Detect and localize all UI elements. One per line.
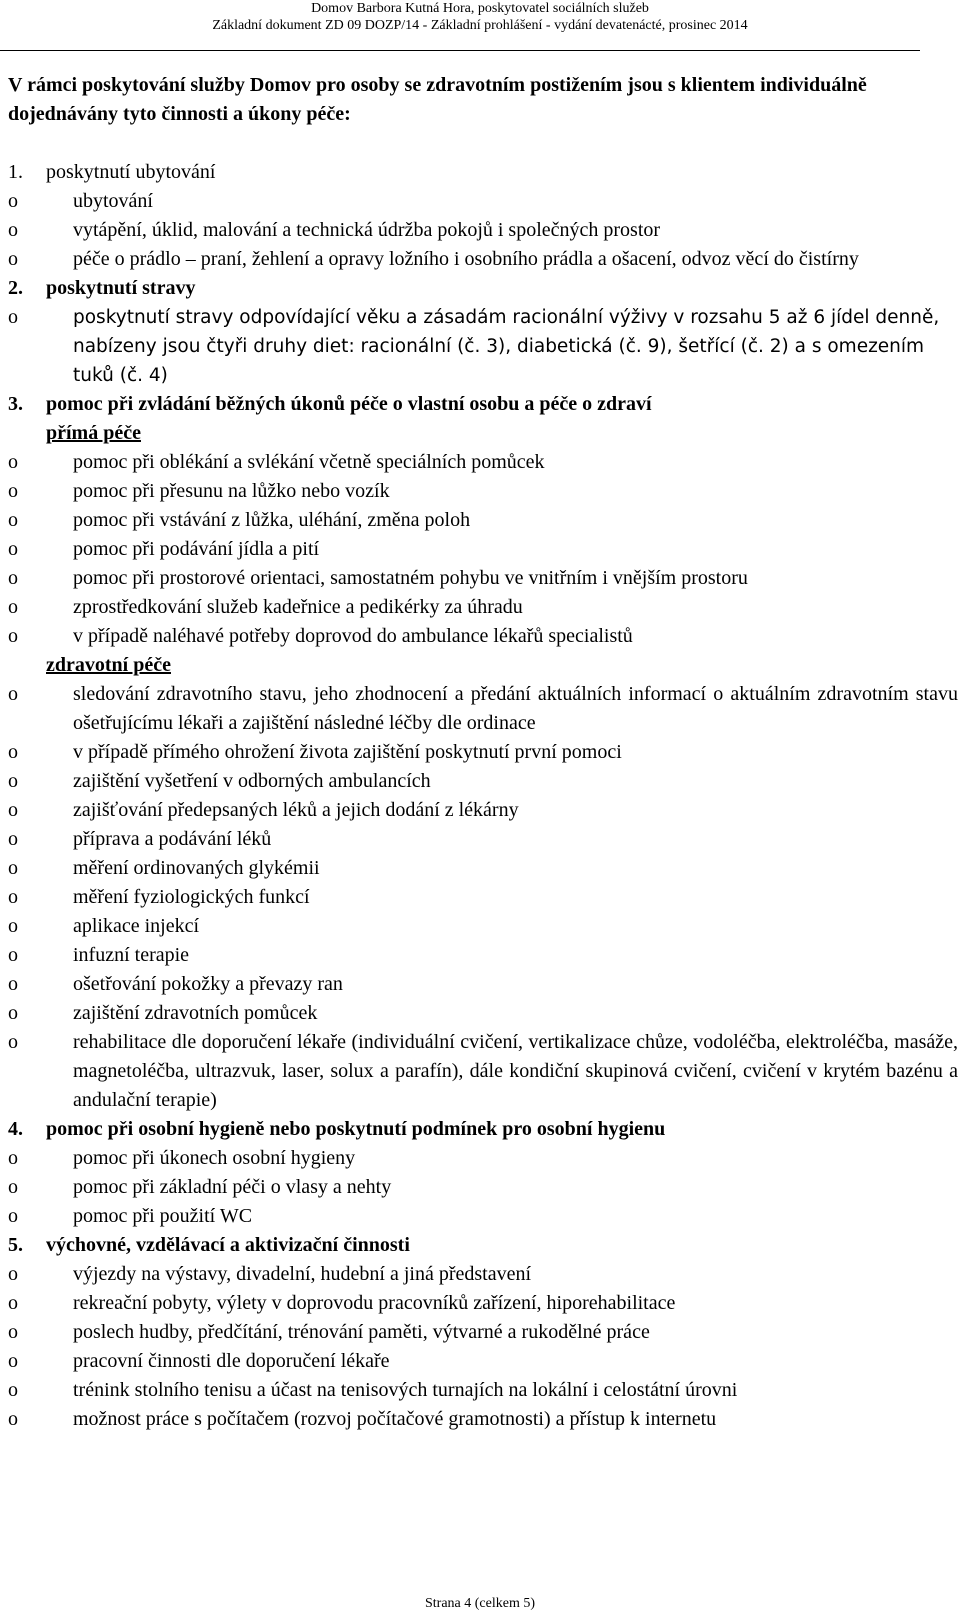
list-item-text: zajištění vyšetření v odborných ambulancích xyxy=(73,770,431,792)
list-item xyxy=(8,1376,958,1405)
list-item-text: pomoc při úkonech osobní hygieny xyxy=(73,1147,356,1169)
page-footer: Strana 4 (celkem 5) xyxy=(424,1596,535,1611)
list-item xyxy=(8,883,958,912)
bullet-marker: o xyxy=(8,1379,18,1401)
header-line-1: Domov Barbora Kutná Hora, poskytovatel sociálních služeb xyxy=(311,1,649,16)
subsection-title: zdravotní péče xyxy=(46,654,171,676)
list-item xyxy=(8,1173,958,1202)
bullet-marker: o xyxy=(8,1002,18,1024)
list-item xyxy=(8,796,958,825)
section-heading xyxy=(8,274,958,303)
list-item xyxy=(8,622,958,651)
list-item xyxy=(8,1028,958,1115)
bullet-marker: o xyxy=(8,828,18,850)
bullet-marker: o xyxy=(8,538,18,560)
section-heading xyxy=(8,158,958,187)
section-title: poskytnutí ubytování xyxy=(46,161,216,183)
list-item xyxy=(8,564,958,593)
bullet-marker: o xyxy=(8,799,18,821)
section-number: 2. xyxy=(8,277,23,299)
bullet-marker: o xyxy=(8,509,18,531)
section-heading xyxy=(8,1231,958,1260)
list-item-text: příprava a podávání léků xyxy=(73,828,272,850)
list-item-text: pracovní činnosti dle doporučení lékaře xyxy=(73,1350,390,1372)
list-item-text: pomoc při prostorové orientaci, samostatném pohybu ve vnitřním i vnějším prostoru xyxy=(73,567,748,589)
bullet-marker: o xyxy=(8,1031,18,1053)
section-4 xyxy=(8,1115,958,1231)
list-item-text: aplikace injekcí xyxy=(73,915,200,937)
bullet-marker: o xyxy=(8,306,18,328)
list-item-text: zprostředkování služeb kadeřnice a pedikérky za úhradu xyxy=(73,596,523,618)
section-3 xyxy=(8,390,958,1115)
list-item-text: infuzní terapie xyxy=(73,944,190,966)
bullet-marker: o xyxy=(8,944,18,966)
bullet-marker: o xyxy=(8,915,18,937)
bullet-marker: o xyxy=(8,451,18,473)
subsection-title: přímá péče xyxy=(46,422,141,444)
list-item-text: poslech hudby, předčítání, trénování paměti, výtvarné a rukodělné práce xyxy=(73,1321,650,1343)
list-item-text: zajištění zdravotních pomůcek xyxy=(73,1002,318,1024)
list-item xyxy=(8,1289,958,1318)
list-item xyxy=(8,825,958,854)
bullet-marker: o xyxy=(8,683,18,705)
list-item xyxy=(8,1318,958,1347)
bullet-marker: o xyxy=(8,596,18,618)
list-item-text: pomoc při vstávání z lůžka, uléhání, změna poloh xyxy=(73,509,471,531)
list-item-text: ošetřování pokožky a převazy ran xyxy=(73,973,343,995)
list-item xyxy=(8,767,958,796)
bullet-marker: o xyxy=(8,886,18,908)
list-item-text: pomoc při podávání jídla a pití xyxy=(73,538,320,560)
bullet-marker: o xyxy=(8,1205,18,1227)
list-item xyxy=(8,1405,958,1434)
section-title: poskytnutí stravy xyxy=(46,277,196,299)
section-number: 3. xyxy=(8,393,23,415)
bullet-marker: o xyxy=(8,741,18,763)
list-item xyxy=(8,216,958,245)
bullet-marker: o xyxy=(8,1350,18,1372)
list-item xyxy=(8,1202,958,1231)
section-heading xyxy=(8,1115,958,1144)
list-item xyxy=(8,535,958,564)
page-header xyxy=(0,0,960,34)
list-item xyxy=(8,1144,958,1173)
list-item-text: poskytnutí stravy odpovídající věku a zásadám racionální výživy v rozsahu 5 až 6 jídel denně, nabízeny jsou čtyři druhy diet: racionální (č. 3), diabetická (č. 9), šetřící (č. 2) a s omezením tuků (č. 4) xyxy=(73,307,940,386)
section-number: 4. xyxy=(8,1118,23,1140)
bullet-marker: o xyxy=(8,770,18,792)
intro-paragraph: V rámci poskytování služby Domov pro osoby se zdravotním postižením jsou s klientem individuálně dojednávány tyto činnosti a úkony péče: xyxy=(8,74,867,125)
list-item xyxy=(8,245,958,274)
header-rule xyxy=(0,50,920,51)
list-item xyxy=(8,448,958,477)
bullet-marker: o xyxy=(8,1321,18,1343)
bullet-marker: o xyxy=(8,219,18,241)
section-title: výchovné, vzdělávací a aktivizační činnosti xyxy=(46,1234,410,1256)
section-5 xyxy=(8,1231,958,1434)
section-number: 1. xyxy=(8,161,23,183)
bullet-marker: o xyxy=(8,857,18,879)
list-item-text: pomoc při oblékání a svlékání včetně speciálních pomůcek xyxy=(73,451,545,473)
section-number: 5. xyxy=(8,1234,23,1256)
list-item xyxy=(8,187,958,216)
list-item-text: péče o prádlo – praní, žehlení a opravy ložního i osobního prádla a ošacení, odvoz věcí do čistírny xyxy=(73,248,859,270)
list-item xyxy=(8,970,958,999)
bullet-marker: o xyxy=(8,1147,18,1169)
list-item-text: rehabilitace dle doporučení lékaře (individuální cvičení, vertikalizace chůze, vodoléčba, elektroléčba, masáže, magnetoléčba, ultrazvuk, laser, solux a parafín), dále kondiční skupinová cvičení, cvičení v krytém bazénu a andulační terapie) xyxy=(73,1031,958,1111)
list-item xyxy=(8,912,958,941)
list-item xyxy=(8,593,958,622)
bullet-marker: o xyxy=(8,1176,18,1198)
list-item-text: možnost práce s počítačem (rozvoj počítačové gramotnosti) a přístup k internetu xyxy=(73,1408,717,1430)
bullet-marker: o xyxy=(8,625,18,647)
list-item xyxy=(8,477,958,506)
list-item xyxy=(8,999,958,1028)
section-title: pomoc při osobní hygieně nebo poskytnutí podmínek pro osobní hygienu xyxy=(46,1118,666,1140)
list-item xyxy=(8,1347,958,1376)
bullet-marker: o xyxy=(8,248,18,270)
section-heading xyxy=(8,390,958,419)
section-1 xyxy=(8,158,958,274)
list-item-text: pomoc při přesunu na lůžko nebo vozík xyxy=(73,480,390,502)
list-item-text: rekreační pobyty, výlety v doprovodu pracovníků zařízení, hiporehabilitace xyxy=(73,1292,676,1314)
bullet-marker: o xyxy=(8,973,18,995)
list-item-text: měření ordinovaných glykémii xyxy=(73,857,320,879)
list-item xyxy=(8,1260,958,1289)
list-item-text: měření fyziologických funkcí xyxy=(73,886,310,908)
list-item-text: pomoc při použití WC xyxy=(73,1205,253,1227)
section-2 xyxy=(8,274,958,390)
list-item-text: výjezdy na výstavy, divadelní, hudební a jiná představení xyxy=(73,1263,532,1285)
list-item-text: ubytování xyxy=(73,190,153,212)
list-item xyxy=(8,941,958,970)
bullet-marker: o xyxy=(8,190,18,212)
list-item-text: v případě přímého ohrožení života zajištění poskytnutí první pomoci xyxy=(73,741,622,763)
list-item-text: zajišťování předepsaných léků a jejich dodání z lékárny xyxy=(73,799,519,821)
bullet-marker: o xyxy=(8,480,18,502)
list-item-text: trénink stolního tenisu a účast na tenisových turnajích na lokální i celostátní úrovni xyxy=(73,1379,738,1401)
header-line-2: Základní dokument ZD 09 DOZP/14 - Základní prohlášení - vydání devatenácté, prosinec 2014 xyxy=(212,18,748,33)
list-item xyxy=(8,738,958,767)
bullet-marker: o xyxy=(8,1408,18,1430)
bullet-marker: o xyxy=(8,1292,18,1314)
list-item xyxy=(8,854,958,883)
list-item xyxy=(8,506,958,535)
list-item xyxy=(8,680,958,738)
document-body xyxy=(8,71,958,1434)
list-item xyxy=(8,303,958,390)
list-item-text: pomoc při základní péči o vlasy a nehty xyxy=(73,1176,392,1198)
list-item-text: v případě naléhavé potřeby doprovod do ambulance lékařů specialistů xyxy=(73,625,633,647)
bullet-marker: o xyxy=(8,567,18,589)
list-item-text: vytápění, úklid, malování a technická údržba pokojů i společných prostor xyxy=(73,219,661,241)
bullet-marker: o xyxy=(8,1263,18,1285)
section-title: pomoc při zvládání běžných úkonů péče o vlastní osobu a péče o zdraví xyxy=(46,393,652,415)
list-item-text: sledování zdravotního stavu, jeho zhodnocení a předání aktuálních informací o aktuálním zdravotním stavu ošetřujícímu lékaři a zajištění následné léčby dle ordinace xyxy=(73,683,958,734)
